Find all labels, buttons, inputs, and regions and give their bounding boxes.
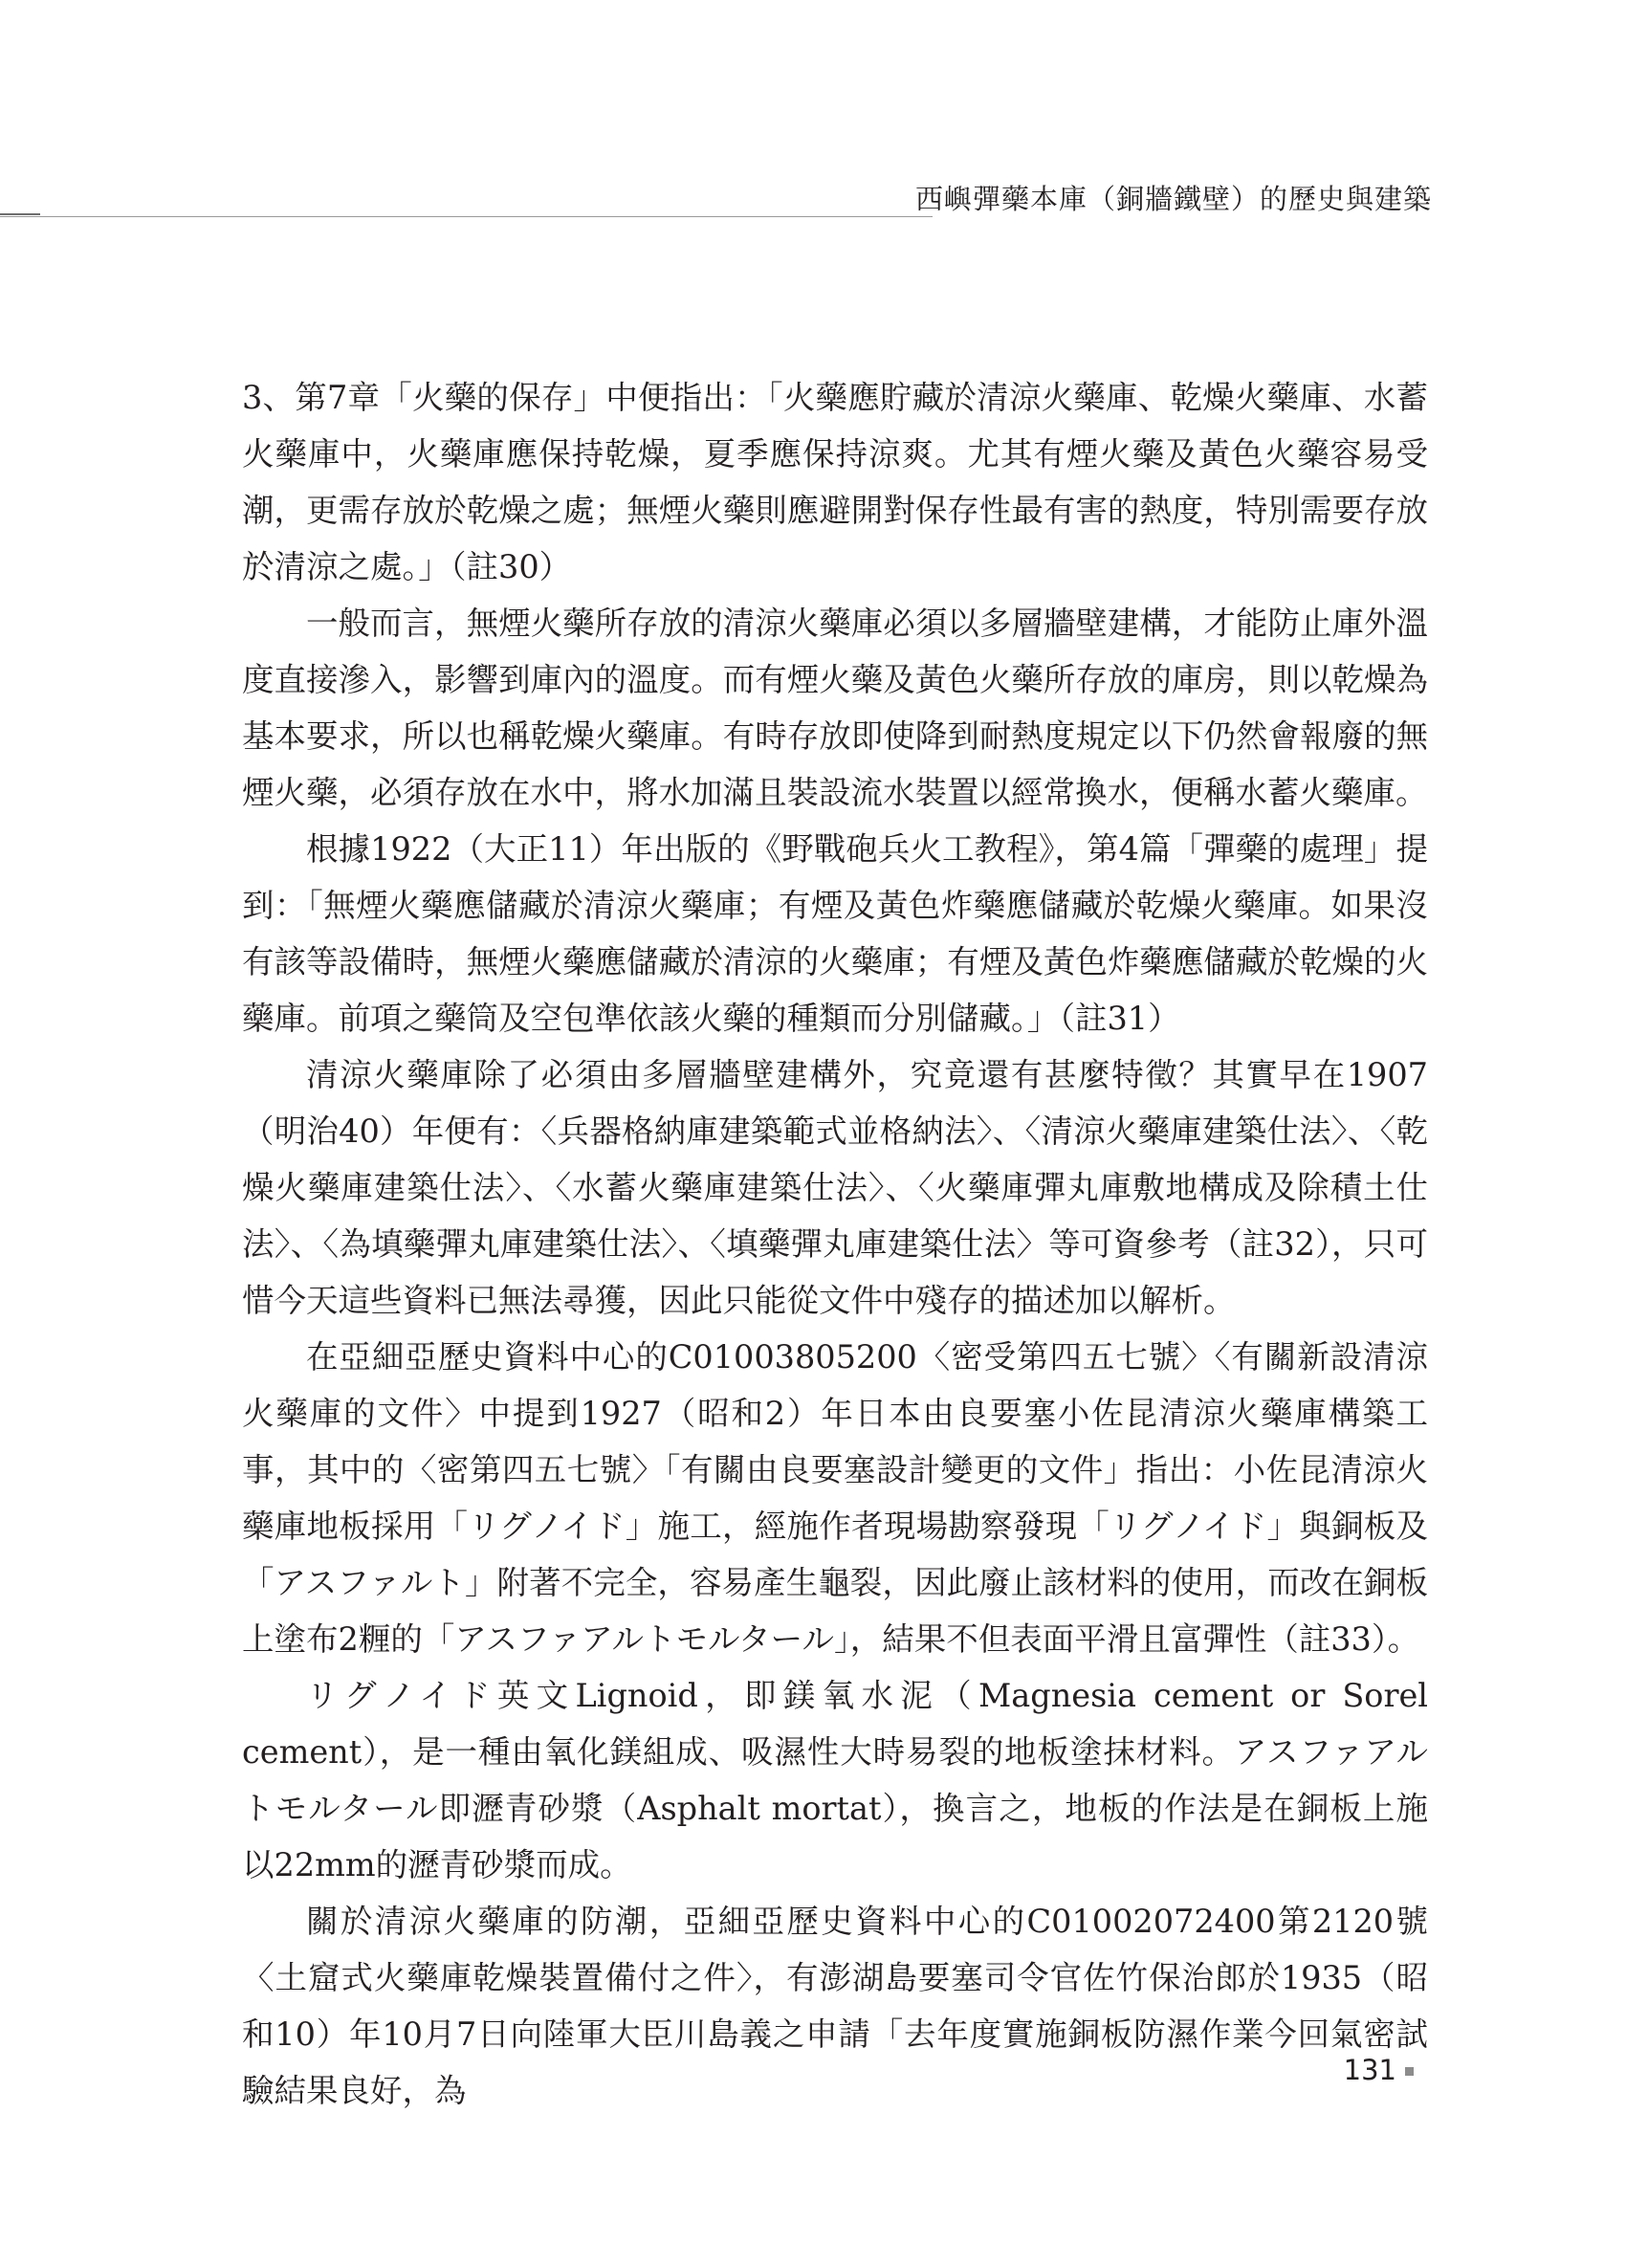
paragraph-2: 一般而言，無煙火藥所存放的清涼火藥庫必須以多層牆壁建構，才能防止庫外溫度直接滲入，影響到庫內的溫度。而有煙火藥及黃色火藥所存放的庫房，則以乾燥為基本要求，所以也稱乾燥火藥庫。有時存放即使降到耐熱度規定以下仍然會報廢的無煙火藥，必須存放在水中，將水加滿且裝設流水裝置以經常換水，便稱水蓄火藥庫。 xyxy=(242,605,1428,811)
body-text xyxy=(242,369,1428,2119)
running-title: 西嶼彈藥本庫（銅牆鐵壁）的歷史與建築 xyxy=(914,183,1432,215)
paragraph-1: 3、第7章「火藥的保存」中便指出：「火藥應貯藏於清涼火藥庫、乾燥火藥庫、水蓄火藥庫中，火藥庫應保持乾燥，夏季應保持涼爽。尤其有煙火藥及黃色火藥容易受潮，更需存放於乾燥之處；無煙火藥則應避開對保存性最有害的熱度，特別需要存放於清涼之處。」（註30） xyxy=(242,379,1428,585)
paragraph-4: 清涼火藥庫除了必須由多層牆壁建構外，究竟還有甚麼特徵？其實早在1907（明治40）年便有：〈兵器格納庫建築範式並格納法〉、〈清涼火藥庫建築仕法〉、〈乾燥火藥庫建築仕法〉、〈水蓄火藥庫建築仕法〉、〈火藥庫彈丸庫敷地構成及除積土仕法〉、〈為填藥彈丸庫建築仕法〉、〈填藥彈丸庫建築仕法〉等可資參考（註32），只可惜今天這些資料已無法尋獲，因此只能從文件中殘存的描述加以解析。 xyxy=(242,1056,1428,1319)
header-rule xyxy=(0,216,933,217)
header-rule-accent xyxy=(0,213,40,215)
paragraph-3: 根據1922（大正11）年出版的《野戰砲兵火工教程》，第4篇「彈藥的處理」提到：「無煙火藥應儲藏於清涼火藥庫；有煙及黃色炸藥應儲藏於乾燥火藥庫。如果沒有該等設備時，無煙火藥應儲藏於清涼的火藥庫；有煙及黃色炸藥應儲藏於乾燥的火藥庫。前項之藥筒及空包準依該火藥的種類而分別儲藏。」（註31） xyxy=(242,830,1428,1037)
paragraph-5: 在亞細亞歷史資料中心的C01003805200〈密受第四五七號〉〈有關新設清涼火藥庫的文件〉中提到1927（昭和2）年日本由良要塞小佐昆清涼火藥庫構築工事，其中的〈密第四五七號〉「有關由良要塞設計變更的文件」指出：小佐昆清涼火藥庫地板採用「リグノイド」施工，經施作者現場勘察發現「リグノイド」與銅板及「アスファルト」附著不完全，容易產生龜裂，因此廢止該材料的使用，而改在銅板上塗布2糎的「アスファアルトモルタール」，結果不但表面平滑且富彈性（註33）。 xyxy=(242,1338,1428,1658)
page-number-marker xyxy=(1405,2067,1414,2076)
page-number: 131 xyxy=(1343,2054,1396,2086)
paragraph-7: 關於清涼火藥庫的防潮，亞細亞歷史資料中心的C01002072400第2120號〈土窟式火藥庫乾燥裝置備付之件〉，有澎湖島要塞司令官佐竹保治郎於1935（昭和10）年10月7日向陸軍大臣川島義之申請「去年度實施銅板防濕作業今回氣密試驗結果良好，為 xyxy=(242,1903,1428,2109)
paragraph-6: リグノイド英文Lignoid，即鎂氧水泥（Magnesia cement or Sorel cement），是一種由氧化鎂組成、吸濕性大時易裂的地板塗抹材料。アスファアルトモルタール即瀝青砂漿（Asphalt mortat），換言之，地板的作法是在銅板上施以22mm的瀝青砂漿而成。 xyxy=(242,1677,1428,1883)
